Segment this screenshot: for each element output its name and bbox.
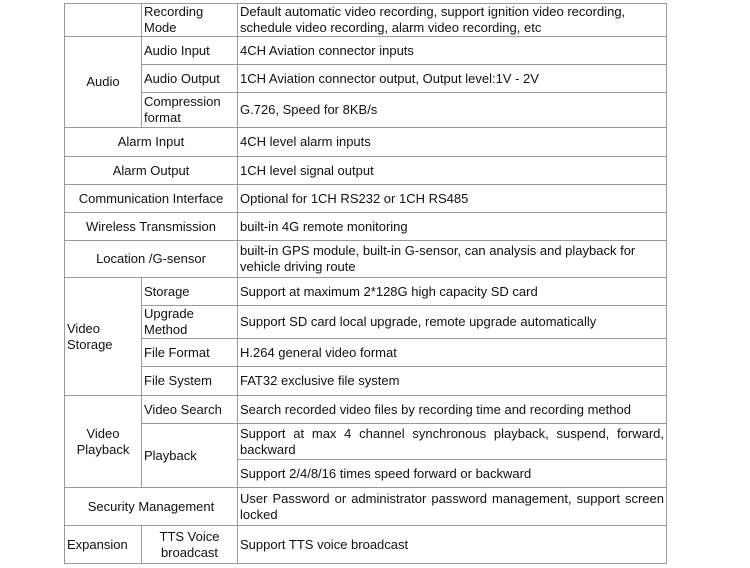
- row-storage: [65, 278, 667, 306]
- alarm-output-value: 1CH level signal output: [238, 157, 667, 185]
- compression-label: Compression format: [142, 93, 238, 128]
- security-value: User Password or administrator password management, support screen locked: [238, 488, 667, 526]
- row-communication: [65, 185, 667, 213]
- recording-mode-value: Default automatic video recording, support ignition video recording, schedule video recording, alarm video recording, etc: [238, 4, 667, 37]
- video-playback-group-label: Video Playback: [65, 396, 142, 488]
- alarm-output-label: Alarm Output: [65, 157, 238, 185]
- audio-input-value: 4CH Aviation connector inputs: [238, 37, 667, 65]
- location-value: built-in GPS module, built-in G-sensor, can analysis and playback for vehicle driving route: [238, 241, 667, 278]
- row-file-format: [65, 339, 667, 367]
- wireless-label: Wireless Transmission: [65, 213, 238, 241]
- communication-label: Communication Interface: [65, 185, 238, 213]
- spec-table: [64, 3, 667, 564]
- file-system-label: File System: [142, 367, 238, 396]
- row-video-search: [65, 396, 667, 424]
- tts-value: Support TTS voice broadcast: [238, 526, 667, 564]
- compression-value: G.726, Speed for 8KB/s: [238, 93, 667, 128]
- video-storage-group-label: Video Storage: [65, 278, 142, 396]
- audio-input-label: Audio Input: [142, 37, 238, 65]
- row-security: [65, 488, 667, 526]
- playback-value-1: Support at max 4 channel synchronous playback, suspend, forward, backward: [238, 424, 667, 460]
- row-playback-1: [65, 424, 667, 460]
- file-system-value: FAT32 exclusive file system: [238, 367, 667, 396]
- audio-output-value: 1CH Aviation connector output, Output level:1V - 2V: [238, 65, 667, 93]
- row-alarm-input: [65, 128, 667, 157]
- row-wireless: [65, 213, 667, 241]
- row-recording-mode: [65, 4, 667, 37]
- recording-mode-label: Recording Mode: [142, 4, 238, 37]
- security-label: Security Management: [65, 488, 238, 526]
- file-format-value: H.264 general video format: [238, 339, 667, 367]
- row-file-system: [65, 367, 667, 396]
- row-location: [65, 241, 667, 278]
- row-alarm-output: [65, 157, 667, 185]
- row-audio-input: [65, 37, 667, 65]
- file-format-label: File Format: [142, 339, 238, 367]
- audio-output-label: Audio Output: [142, 65, 238, 93]
- audio-group-label: Audio: [65, 37, 142, 128]
- communication-value: Optional for 1CH RS232 or 1CH RS485: [238, 185, 667, 213]
- recording-mode-spacer: [65, 4, 142, 37]
- row-audio-output: [65, 65, 667, 93]
- tts-label: TTS Voice broadcast: [142, 526, 238, 564]
- expansion-group-label: Expansion: [65, 526, 142, 564]
- playback-label: Playback: [142, 424, 238, 488]
- row-compression: [65, 93, 667, 128]
- location-label: Location /G-sensor: [65, 241, 238, 278]
- row-expansion: [65, 526, 667, 564]
- video-search-value: Search recorded video files by recording time and recording method: [238, 396, 667, 424]
- row-upgrade: [65, 306, 667, 339]
- alarm-input-label: Alarm Input: [65, 128, 238, 157]
- upgrade-value: Support SD card local upgrade, remote upgrade automatically: [238, 306, 667, 339]
- storage-value: Support at maximum 2*128G high capacity SD card: [238, 278, 667, 306]
- video-search-label: Video Search: [142, 396, 238, 424]
- wireless-value: built-in 4G remote monitoring: [238, 213, 667, 241]
- alarm-input-value: 4CH level alarm inputs: [238, 128, 667, 157]
- playback-value-2: Support 2/4/8/16 times speed forward or backward: [238, 460, 667, 488]
- storage-label: Storage: [142, 278, 238, 306]
- upgrade-label: Upgrade Method: [142, 306, 238, 339]
